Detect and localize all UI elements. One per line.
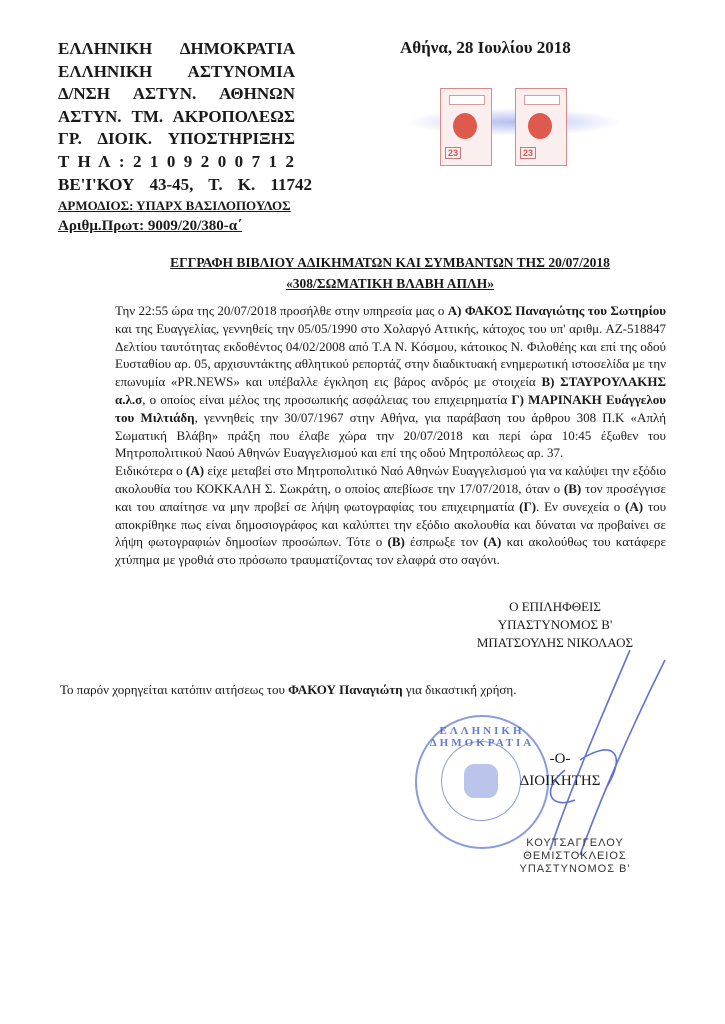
coat-of-arms-icon: [453, 113, 477, 139]
document-title: ΕΓΓΡΑΦΗ ΒΙΒΛΙΟΥ ΑΔΙΚΗΜΑΤΩΝ ΚΑΙ ΣΥΜΒΑΝΤΩΝ ΤΗΣ 20/07/2018: [170, 255, 610, 270]
stamp-value: 23: [520, 147, 536, 159]
revenue-stamp: [515, 88, 567, 166]
report-text: Ειδικότερα ο: [115, 463, 187, 479]
report-text: είχε μεταβεί στο Μητροπολιτικό Ναό Αθηνών Ευαγγελισμού για να καλύψει την εξόδιο ακολουθία του ΚΟΚΚΑΛΗ Σ. Σωκράτη, ο οποίος απεβίωσε την 17/07/2018, όταν ο: [115, 463, 667, 496]
letterhead-line: Δ/ΝΣΗ ΑΣΤΥΝ. ΑΘΗΝΩΝ: [58, 84, 295, 104]
letterhead: [58, 38, 312, 236]
letterhead-line: ΓΡ. ΔΙΟΙΚ. ΥΠΟΣΤΗΡΙΞΗΣ: [58, 129, 295, 149]
director-stamp-rank: ΥΠΑΣΤΥΝΟΜΟΣ Β': [519, 863, 631, 875]
report-text: , ο οποίος είναι μέλος της προσωπικής ασφάλειας του επιχειρηματία: [142, 391, 512, 407]
report-text: και ακολούθως του κατάφερε χτύπημα με γροθιά στο πρόσωπο τραυματίζοντας τον ελαφρά στο σαγόνι.: [115, 534, 666, 568]
issuance-name: ΦΑΚΟΥ Παναγιώτη: [288, 682, 403, 697]
report-emphasis: (Γ): [519, 498, 537, 514]
handwritten-signature: [480, 640, 680, 860]
stamp-value: 23: [445, 147, 461, 159]
document-subtitle: «308/ΣΩΜΑΤΙΚΗ ΒΛΑΒΗ ΑΠΛΗ»: [286, 276, 494, 291]
report-text: τον προσέγγισε και του απαίτησε να μην προβεί σε λήψη φωτογραφίας του επιχειρηματία: [115, 480, 666, 514]
letterhead-line: ΕΛΛΗΝΙΚΗ ΔΗΜΟΚΡΑΤΙΑ: [58, 39, 295, 58]
report-emphasis: (Α): [186, 463, 205, 479]
report-text: έσπρωξε τον: [404, 534, 484, 550]
issuance-text: για δικαστική χρήση.: [402, 682, 517, 697]
report-emphasis: Γ) ΜΑΡΙΝΑΚΗ Ευάγγελου του Μιλτιάδη: [115, 391, 666, 425]
report-body: [115, 302, 666, 569]
report-text: . Εν συνεχεία ο: [536, 498, 626, 514]
director-name-stamp: [490, 837, 660, 876]
seal-text: ΕΛΛΗΝΙΚΗ ΔΗΜΟΚΡΑΤΙΑ: [429, 725, 535, 749]
protocol-number: Αριθμ.Πρωτ: 9009/20/380-α΄: [58, 218, 243, 235]
letterhead-address: ΒΕ'Ι'ΚΟΥ 43-45, Τ. Κ. 11742: [58, 174, 312, 194]
responsible-officer: ΑΡΜΟΔΙΟΣ: ΥΠΑΡΧ ΒΑΣΙΛΟΠΟΥΛΟΣ: [58, 198, 291, 214]
issuance-note: [60, 682, 516, 698]
report-emphasis: (Β): [563, 480, 582, 496]
letterhead-phone: Τ Η Λ : 2 1 0 9 2 0 0 7 1 2: [58, 151, 295, 171]
revenue-stamp: [440, 88, 492, 166]
issuance-text: Το παρόν χορηγείται κατόπιν αιτήσεως του: [60, 682, 289, 697]
report-text: του αποκρίθηκε πως είναι δημοσιογράφος και καλύπτει την εξόδιο ακολουθία και δύναται να προβαίνει σε λήψη φωτογραφιών δημοσίων προσώπων. Τότε ο: [115, 498, 667, 550]
report-emphasis: (Β): [387, 534, 405, 550]
director-stamp-name: ΚΟΥΤΣΑΓΓΕΛΟΥ ΘΕΜΙΣΤΟΚΛΕΙΟΣ: [523, 837, 627, 862]
report-text: Την 22:55 ώρα της 20/07/2018 προσήλθε στην υπηρεσία μας ο: [115, 303, 448, 318]
officer-name: ΜΠΑΤΣΟΥΛΗΣ ΝΙΚΟΛΑΟΣ: [476, 635, 634, 650]
report-emphasis: (Α): [483, 534, 502, 550]
report-text: και της Ευαγγελίας, γεννηθείς την 05/05/1990 στο Χολαργό Αττικής, κάτοχος του υπ' αριθμ. ΑΖ-518847 Δελτίου ταυτότητας εκδοθέντος 04/02/2008 από Τ.Α Ν. Κόσμου, κάτοικος Ν. Φιλοθέης και επί της οδού Ευσταθίου αρ. 05, αρχισυντάκτης αθλητικού ρεπορτάζ στην διαδικτυακή ενημερωτική ιστοσελίδα με την επωνυμία «PR.NEWS» και υπέβαλλε έγκληση εις βάρος ανδρός με στοιχεία: [115, 320, 666, 390]
letterhead-line: ΕΛΛΗΝΙΚΗ ΑΣΤΥΝΟΜΙΑ: [58, 61, 295, 81]
director-label: -Ο-: [549, 751, 571, 767]
report-paragraph: [115, 462, 666, 569]
director-title: ΔΙΟΙΚΗΤΗΣ: [519, 773, 601, 789]
coat-of-arms-icon: [528, 113, 552, 139]
officer-rank: ΥΠΑΣΤΥΝΟΜΟΣ Β': [497, 617, 613, 632]
report-emphasis: Β) ΣΤΑΥΡΟΥΛΑΚΗΣ α.λ.σ: [115, 374, 666, 407]
letterhead-line: ΑΣΤΥΝ. ΤΜ. ΑΚΡΟΠΟΛΕΩΣ: [58, 106, 295, 126]
report-emphasis: (Α): [625, 498, 644, 514]
report-text: , γεννηθείς την 30/07/1967 στην Αθήνα, για παράβαση του άρθρου 308 Π.Κ «Απλή Σωματική Βλάβη» πράξη που έλαβε χώρα την 20/07/2018 και περί ώρα 10:45 έξωθεν του Μητροπολιτικού Ναού Αθηνών Ευαγγελισμού και επί της οδού Μητροπόλεως αρ. 37.: [115, 409, 666, 461]
document-date: Αθήνα, 28 Ιουλίου 2018: [400, 38, 571, 57]
report-paragraph: [115, 302, 666, 462]
report-emphasis: Α) ΦΑΚΟΣ Παναγιώτης του Σωτηρίου: [447, 303, 666, 318]
officer-role: Ο ΕΠΙΛΗΦΘΕΙΣ: [509, 599, 601, 614]
